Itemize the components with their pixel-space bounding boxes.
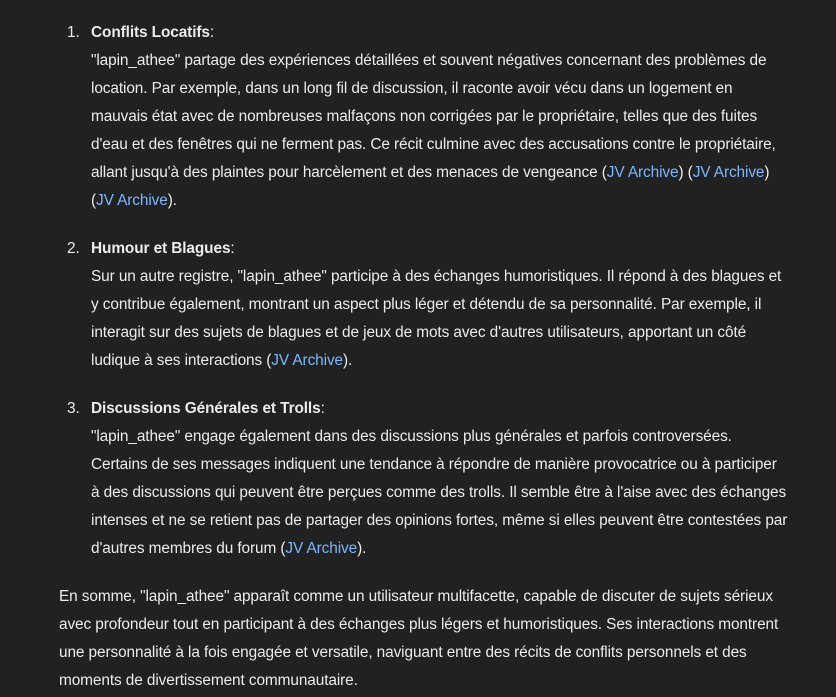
item-title: Discussions Générales et Trolls <box>91 400 321 417</box>
list-number: 3. <box>67 400 80 417</box>
topic-list <box>59 19 789 563</box>
title-colon: : <box>320 400 325 417</box>
item-title: Humour et Blagues <box>91 240 231 257</box>
item-body-text: "lapin_athee" partage des expériences détaillées et souvent négatives concernant des problèmes de location. Par exemple, dans un long fil de discussion, il raconte avoir vécu dans un logement en mauvais état avec de nombreuses malfaçons non corrigées par le propriétaire, telles que des fuites d'eau et des fenêtres qui ne ferment pas. Ce récit culmine avec des accusations contre le propriétaire, allant jusqu'à des plaintes pour harcèlement et des menaces de vengeance <box>91 52 776 181</box>
title-colon: : <box>209 24 215 41</box>
item-title: Conflits Locatifs <box>91 24 210 41</box>
item-body: "lapin_athee" partage des expériences détaillées et souvent négatives concernant des problèmes de location. Par exemple, dans un long fil de discussion, il raconte avoir vécu dans un logement en mauvais état avec de nombreuses malfaçons non corrigées par le propriétaire, telles que des fuites d'eau et des fenêtres qui ne ferment pas. Ce récit culmine avec des accusations contre le propriétaire, allant jusqu'à des plaintes pour harcèlement et des menaces de vengeance (JV Archive) (JV Archive) (JV Archive). <box>91 52 776 209</box>
item-body: "lapin_athee" engage également dans des discussions plus générales et parfois controversées. Certains de ses messages indiquent une tendance à répondre de manière provocatrice ou à participer à des discussions qui peuvent être perçues comme des trolls. Il semble être à l'aise avec des échanges intenses et ne se retient pas de partager des opinions fortes, même si elles peuvent être contestées par d'autres membres du forum (JV Archive). <box>91 428 788 557</box>
source-link[interactable]: JV Archive <box>271 352 344 369</box>
item-body-text: Sur un autre registre, "lapin_athee" participe à des échanges humoristiques. Il répond à des blagues et y contribue également, montrant un aspect plus léger et détendu de sa personnalité. Par exemple, il interagit sur des sujets de blagues et de jeux de mots avec d'autres utilisateurs, apportant un côté ludique à ses interactions <box>91 268 782 369</box>
source-link[interactable]: JV Archive <box>692 164 765 181</box>
item-body-text: "lapin_athee" engage également dans des discussions plus générales et parfois controversées. Certains de ses messages indiquent une tendance à répondre de manière provocatrice ou à participer à des discussions qui peuvent être perçues comme des trolls. Il semble être à l'aise avec des échanges intenses et ne se retient pas de partager des opinions fortes, même si elles peuvent être contestées par d'autres membres du forum <box>91 428 788 557</box>
message-content <box>59 19 789 695</box>
list-number: 2. <box>67 240 80 257</box>
item-body: Sur un autre registre, "lapin_athee" participe à des échanges humoristiques. Il répond à des blagues et y contribue également, montrant un aspect plus léger et détendu de sa personnalité. Par exemple, il interagit sur des sujets de blagues et de jeux de mots avec d'autres utilisateurs, apportant un côté ludique à ses interactions (JV Archive). <box>91 268 782 369</box>
summary-paragraph: En somme, "lapin_athee" apparaît comme un utilisateur multifacette, capable de discuter de sujets sérieux avec profondeur tout en participant à des échanges plus légers et humoristiques. Ses interactions montrent une personnalité à la fois engagée et versatile, naviguant entre des récits de conflits personnels et des moments de divertissement communautaire. <box>59 588 779 689</box>
source-link[interactable]: JV Archive <box>96 192 168 209</box>
list-number: 1. <box>67 24 80 41</box>
title-colon: : <box>230 240 235 257</box>
list-item <box>59 395 789 563</box>
list-item <box>59 19 789 215</box>
source-link[interactable]: JV Archive <box>606 164 679 181</box>
source-link[interactable]: JV Archive <box>285 540 358 557</box>
list-item <box>59 235 789 375</box>
